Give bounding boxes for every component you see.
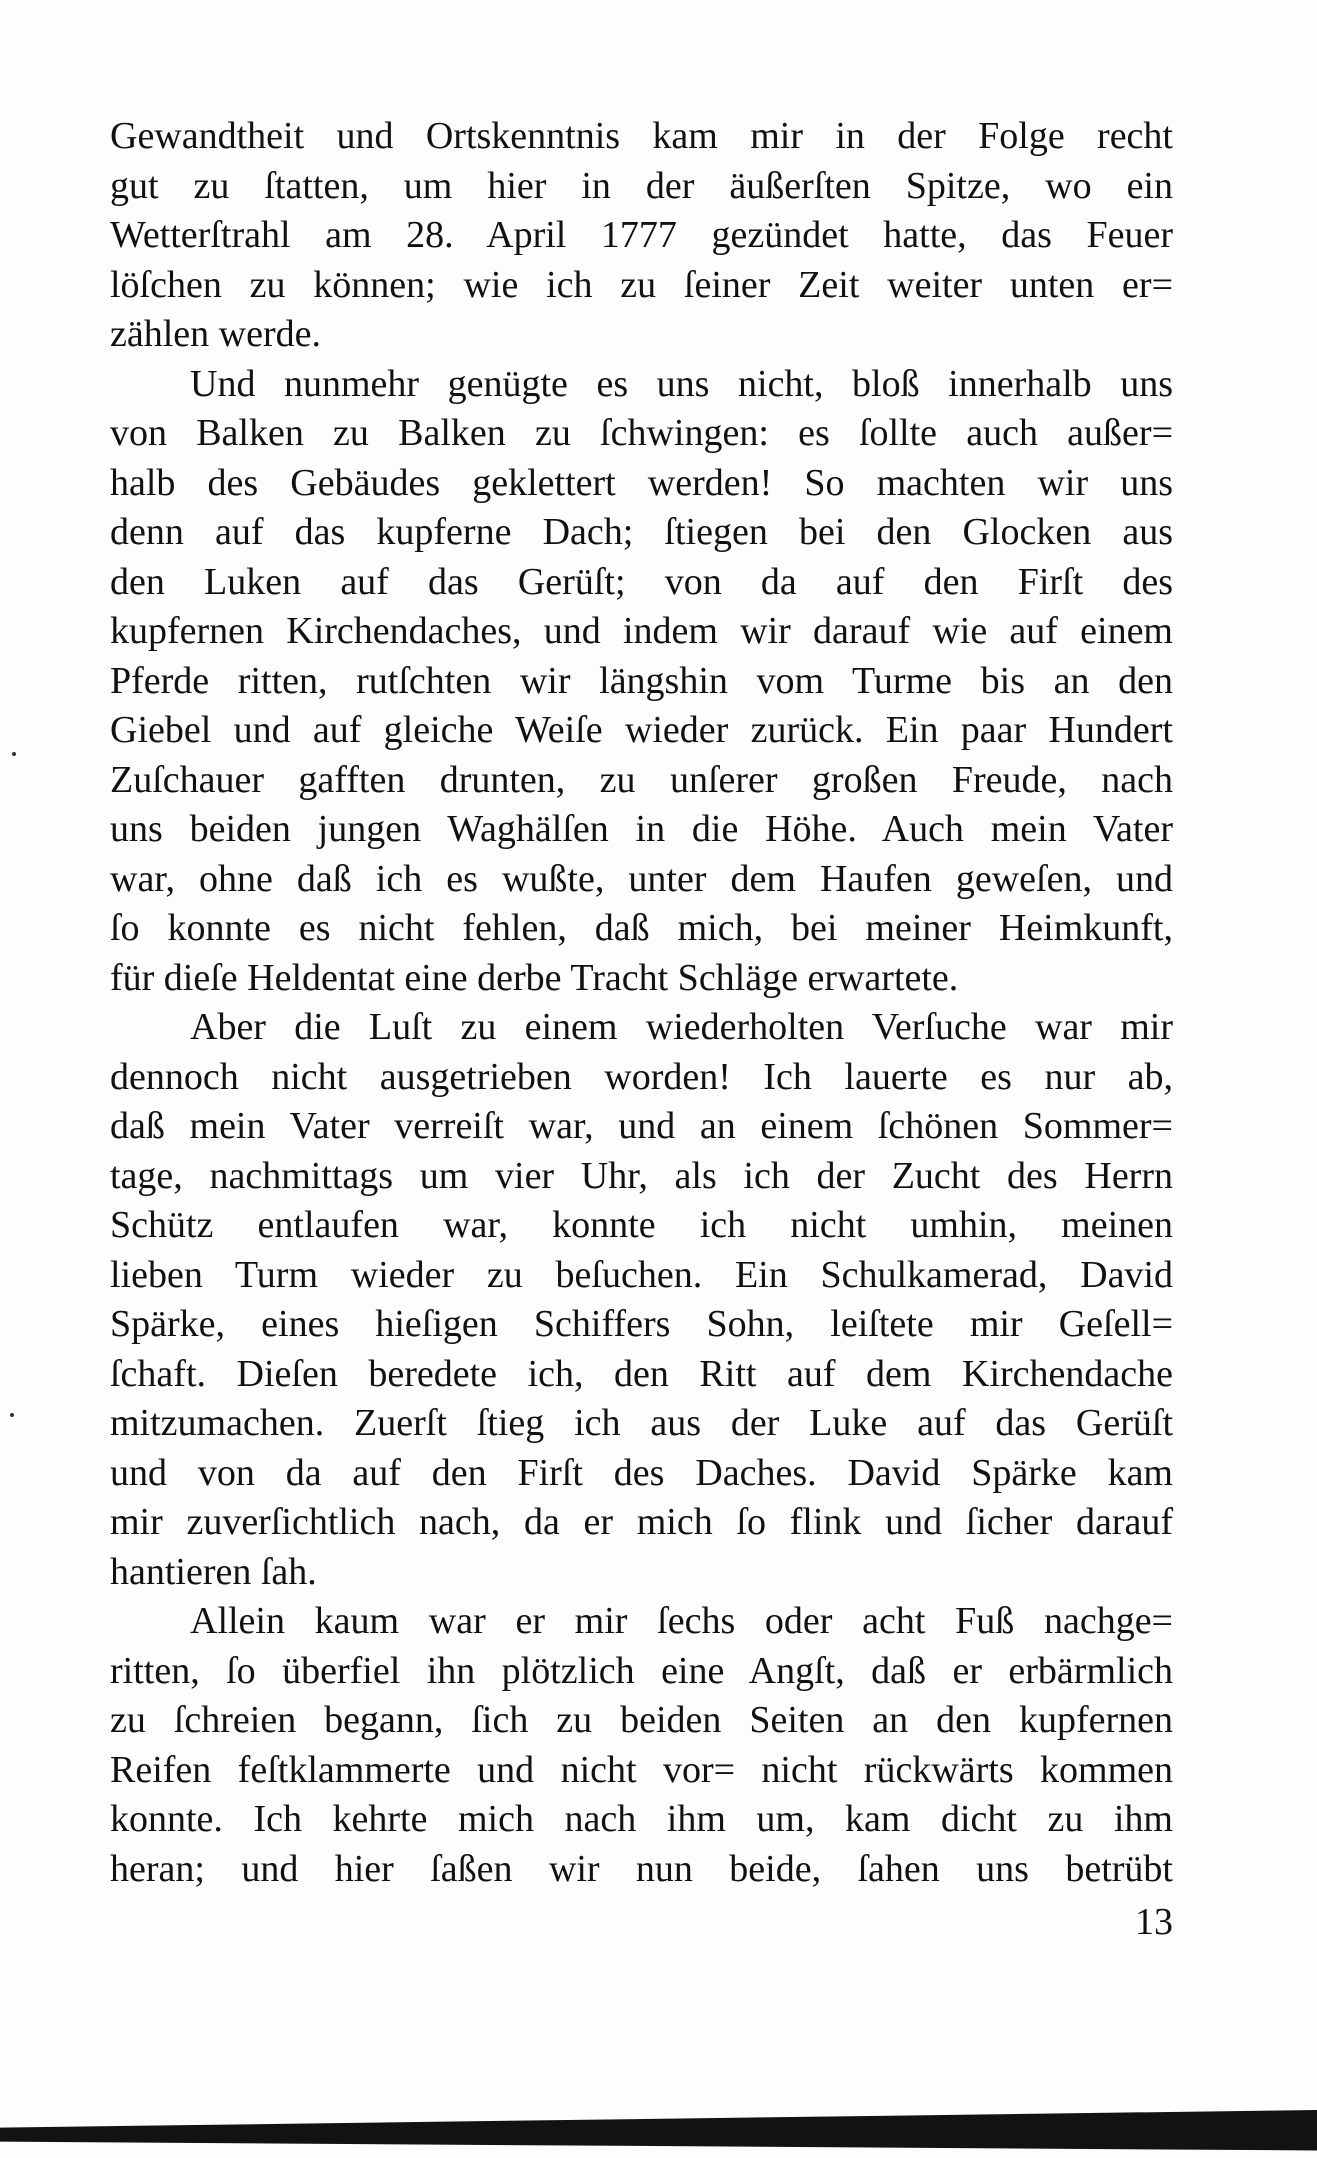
scan-speck [10,1413,14,1417]
text-line: mitzumachen. Zuerſt ſtieg ich aus der Luke auf das Gerüſt [110,1402,1173,1444]
text-line: tage, nachmittags um vier Uhr, als ich der Zucht des Herrn [110,1154,1173,1197]
text-line: und von da auf den Firſt des Daches. David Spärke kam [110,1451,1173,1494]
text-line: ſo konnte es nicht fehlen, daß mich, bei meiner Heimkunft, [110,907,1173,949]
text-line: Und nunmehr genügte es uns nicht, bloß innerhalb uns [190,362,1173,405]
text-line: mir zuverſichtlich nach, da er mich ſo flink und ſicher darauf [110,1501,1173,1543]
text-line: daß mein Vater verreiſt war, und an einem ſchönen Sommer= [110,1105,1173,1147]
text-line: Pferde ritten, rutſchten wir längshin vom Turme bis an den [110,659,1173,702]
text-line: Wetterſtrahl am 28. April 1777 gezündet hatte, das Feuer [110,214,1173,256]
text-line: Gewandtheit und Ortskenntnis kam mir in der Folge recht [110,115,1173,157]
text-line: löſchen zu können; wie ich zu ſeiner Zeit weiter unten er= [110,263,1173,306]
text-line: uns beiden jungen Waghälſen in die Höhe. Auch mein Vater [110,808,1173,850]
text-line: ritten, ſo überfiel ihn plötzlich eine Angſt, daß er erbärmlich [110,1649,1173,1692]
paragraph [110,1003,1173,1597]
text-line: für dieſe Heldentat eine derbe Tracht Schläge erwartete. [110,956,959,999]
body-text [110,112,1173,1894]
text-line: Spärke, eines hieſigen Schiffers Sohn, leiſtete mir Geſell= [110,1303,1173,1345]
text-line: kupfernen Kirchendaches, und indem wir darauf wie auf einem [110,610,1173,652]
text-line: Giebel und auf gleiche Weiſe wieder zurück. Ein paar Hundert [110,709,1173,751]
text-line: zu ſchreien begann, ſich zu beiden Seiten an den kupfernen [110,1699,1173,1741]
text-line: Aber die Luſt zu einem wiederholten Verſuche war mir [190,1006,1173,1048]
text-line: Reifen feſtklammerte und nicht vor= nicht rückwärts kommen [110,1748,1173,1791]
paragraph [110,360,1173,1004]
text-line: halb des Gebäudes geklettert werden! So machten wir uns [110,461,1173,504]
text-line: lieben Turm wieder zu beſuchen. Ein Schulkamerad, David [110,1253,1173,1296]
text-line: dennoch nicht ausgetrieben worden! Ich lauerte es nur ab, [110,1055,1173,1098]
text-line: war, ohne daß ich es wußte, unter dem Haufen geweſen, und [110,857,1173,900]
text-line: denn auf das kupferne Dach; ſtiegen bei den Glocken aus [110,511,1173,553]
text-line: Allein kaum war er mir ſechs oder acht Fuß nachge= [190,1600,1173,1642]
text-line: den Luken auf das Gerüſt; von da auf den Firſt des [110,560,1173,603]
text-line: gut zu ſtatten, um hier in der äußerſten Spitze, wo ein [110,164,1173,207]
paragraph [110,112,1173,360]
scan-speck [12,752,16,756]
paragraph [110,1597,1173,1894]
text-line: zählen werde. [110,313,321,355]
text-line: Zuſchauer gafften drunten, zu unſerer großen Freude, nach [110,758,1173,801]
text-line: heran; und hier ſaßen wir nun beide, ſahen uns betrübt [110,1847,1173,1890]
text-line: hantieren ſah. [110,1550,317,1593]
text-line: konnte. Ich kehrte mich nach ihm um, kam dicht zu ihm [110,1798,1173,1840]
text-line: ſchaft. Dieſen beredete ich, den Ritt auf dem Kirchendache [110,1352,1173,1395]
scan-edge-shadow [0,2110,1317,2154]
page-number: 13 [1135,1901,1173,1943]
text-line: Schütz entlaufen war, konnte ich nicht umhin, meinen [110,1204,1173,1246]
text-line: von Balken zu Balken zu ſchwingen: es ſollte auch außer= [110,412,1173,454]
